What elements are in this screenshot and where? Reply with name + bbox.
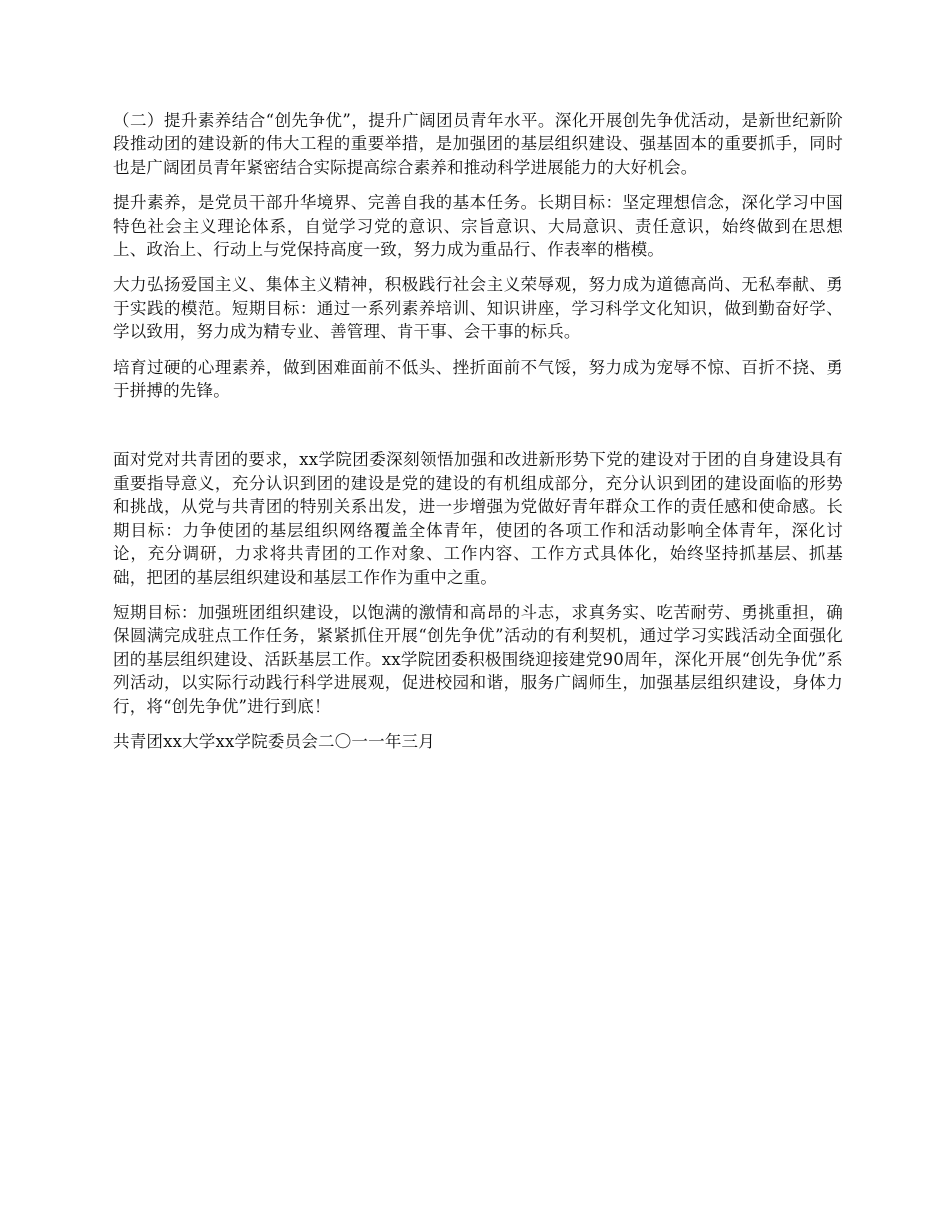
section-spacer [113, 414, 843, 448]
paragraph-psychological-quality: 培育过硬的心理素养，做到困难面前不低头、挫折面前不气馁，努力成为宠辱不惊、百折不挠、勇于拼搏的先锋。 [113, 357, 843, 401]
paragraph-short-term-goal: 大力弘扬爱国主义、集体主义精神，积极践行社会主义荣辱观，努力成为道德高尚、无私奉献、勇于实践的模范。短期目标：通过一系列素养培训、知识讲座，学习科学文化知识，做到勤奋好学、学以致用，努力成为精专业、善管理、肯干事、会干事的标兵。 [113, 275, 843, 342]
paragraph-promote-quality-intro: （二）提升素养结合“创先争优”，提升广阔团员青年水平。深化开展创先争优活动，是新世纪新阶段推动团的建设新的伟大工程的重要举措，是加强团的基层组织建设、强基固本的重要抓手，同时也是广阔团员青年紧密结合实际提高综合素养和推动科学进展能力的大好机会。 [113, 111, 843, 177]
document-page [113, 109, 843, 765]
paragraph-long-term-goal: 提升素养，是党员干部升华境界、完善自我的基本任务。长期目标：坚定理想信念，深化学习中国特色社会主义理论体系，自觉学习党的意识、宗旨意识、大局意识、责任意识，始终做到在思想上、政治上、行动上与党保持高度一致，努力成为重品行、作表率的楷模。 [113, 193, 843, 260]
signature-line: 共青团xx大学xx学院委员会二〇一一年三月 [113, 731, 435, 751]
paragraph-party-requirements: 面对党对共青团的要求，xx学院团委深刻领悟加强和改进新形势下党的建设对于团的自身建设具有重要指导意义，充分认识到团的建设是党的建设的有机组成部分，充分认识到团的建设面临的形势和挑战，从党与共青团的特别关系出发，进一步增强为党做好青年群众工作的责任感和使命感。长期目标：力争使团的基层组织网络覆盖全体青年，使团的各项工作和活动影响全体青年，深化讨论，充分调研，力求将共青团的工作对象、工作内容、工作方式具体化，始终坚持抓基层、抓基础，把团的基层组织建设和基层工作作为重中之重。 [113, 450, 843, 587]
paragraph-short-term-goals: 短期目标：加强班团组织建设，以饱满的激情和高昂的斗志，求真务实、吃苦耐劳、勇挑重担，确保圆满完成驻点工作任务，紧紧抓住开展“创先争优”活动的有利契机，通过学习实践活动全面强化团的基层组织建设、活跃基层工作。xx学院团委积极围绕迎接建党90周年，深化开展“创先争优”系列活动，以实际行动践行科学进展观，促进校园和谐，服务广阔师生，加强基层组织建设，身体力行，将“创先争优”进行到底！ [113, 602, 843, 716]
